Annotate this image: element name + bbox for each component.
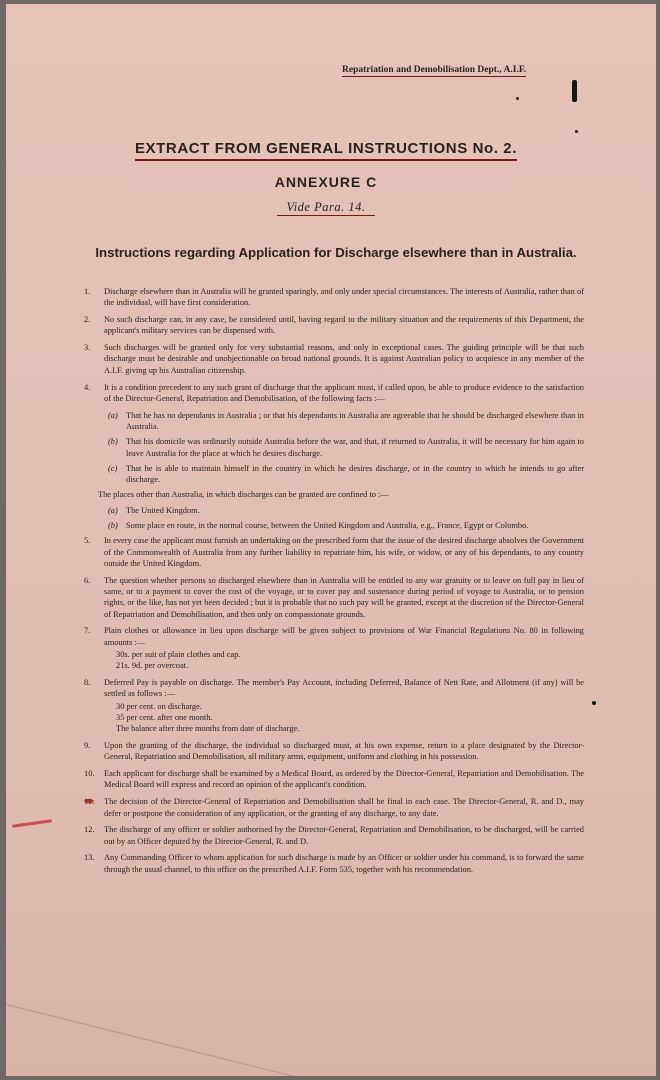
ink-speck [575,130,578,133]
deferred-pay-line: The balance after three months from date of discharge. [116,724,300,734]
clothes-amount: 30s. per suit of plain clothes and cap. [116,650,241,660]
ink-speck [516,97,519,100]
paragraph-9: 9. Upon the granting of the discharge, the individual so discharged must, at his own expense, return to a place designated by the Director-General, Repatriation and Demobilisation, all military arms, equipment, uniform and clothing in his possession. [84,741,584,762]
paragraph-13: 13. Any Commanding Officer to whom application for such discharge is made by an Officer or soldier under his command, is to forward the same through the usual channel, to this office on the prescribed A.I.F. Form 535, together with his recommendation. [84,853,584,874]
paragraph-11: 11. The decision of the Director-General of Repatriation and Demobilisation shall be final in each case. The Director-General, R. and D., may defer or postpone the consideration of any application, or the granting of any discharge, to any date. [84,797,584,818]
paragraph-1: 1. Discharge elsewhere than in Australia will be granted sparingly, and only under special circumstances. The interests of Australia, rather than of the individual, will have first consideration. [84,287,584,308]
paragraph-3: 3. Such discharges will be granted only for very substantial reasons, and only in exceptional cases. The guiding principle will be that such discharge must be desirable and unobjectionable on broad national grounds. It is against Australian policy to acquiesce in any member of the A.I.F. giving up his Australian citizenship. [84,343,584,375]
paper-fold-crease [6,1004,637,1076]
paragraph-5: 5. In every case the applicant must furnish an undertaking on the prescribed form that the issue of the desired discharge absolves the Government of the Commonwealth of Australia from any further liability to repatriate him, his wife, or widow, or any of his dependants, to any country outside the United Kingdom. [84,536,584,568]
paragraph-7: 7. Plain clothes or allowance in lieu upon discharge will be given subject to provisions of War Financial Regulations No. 80 in following amounts :— [84,626,584,647]
paragraph-4-item-b: (b) That his domicile was ordinarily outside Australia before the war, and that, if returned to Australia, it will be necessary for him again to leave Australia for the place at which he desires discharge. [108,437,584,458]
place-item-b: (b) Some place en route, in the normal course, between the United Kingdom and Australia, e.g., France, Egypt or Colombo. [108,521,529,531]
paragraph-8: 8. Deferred Pay is payable on discharge. The member's Pay Account, including Deferred, Balance of Nett Rate, and Allotment (if any) will be settled as follows :— [84,678,584,699]
annexure-title: ANNEXURE C [274,174,378,190]
document-page [6,4,656,1076]
extract-title: EXTRACT FROM GENERAL INSTRUCTIONS No. 2. [6,140,646,157]
vide-reference: Vide Para. 14. [6,200,646,215]
paragraph-12: 12. The discharge of any officer or soldier authorised by the Director-General, Repatriation and Demobilisation, to be discharged, will be carried out by an Officer deputed by the Director-General, R. and D. [84,825,584,846]
paragraph-2: 2. No such discharge can, in any case, be considered until, having regard to the military situation and the requirements of this Department, the applicant's military services can be dispensed with. [84,315,584,336]
ink-speck [592,701,596,705]
paragraph-6: 6. The question whether persons so discharged elsewhere than in Australia will be entitled to any war gratuity or to leave on full pay in lieu of same, or to a payment to cover the cost of the voyage, or to cover pay and sustenance during period of voyage to Australia, or to pension rights, or the like, has not yet been decided ; but it is probable that no such pay will be granted, except at the discretion of the Director-General of Repatriation and Demobilisation, and then only on compassionate grounds. [84,575,584,619]
overcoat-amount: 21s. 9d. per overcoat. [116,661,189,671]
red-ink-mark [12,819,52,828]
paragraph-4-item-c: (c) That he is able to maintain himself in the country in which he desires discharge, or in the country to which he intends to go after discharge. [108,463,584,485]
paragraph-4-item-a: (a) That he has no dependants in Australia ; or that his dependants in Australia are agreeable that he should be discharged elsewhere than in Australia. [108,410,584,431]
places-intro: The places other than Australia, in which discharges can be granted are confined to :— [98,490,389,500]
instructions-body [84,286,584,881]
deferred-pay-line: 30 per cent. on discharge. [116,701,202,711]
paragraph-4: 4. It is a condition precedent to any such grant of discharge that the applicant must, if called upon, be able to produce evidence to the satisfaction of the Director-General, Repatriation and Demobilisation, of the following facts :— [84,382,584,403]
ink-speck [572,80,577,102]
place-item-a: (a) The United Kingdom. [108,505,200,515]
paragraph-10: 10. Each applicant for discharge shall be examined by a Medical Board, as ordered by the Director-General, Repatriation and Demobilisation. The Medical Board will express and record an opinion of the applicant's condition. [84,769,584,790]
instructions-heading: Instructions regarding Application for Discharge elsewhere than in Australia. [95,245,577,260]
department-header: Repatriation and Demobilisation Dept., A.I.F. [342,65,527,75]
deferred-pay-line: 35 per cent. after one month. [116,713,213,722]
